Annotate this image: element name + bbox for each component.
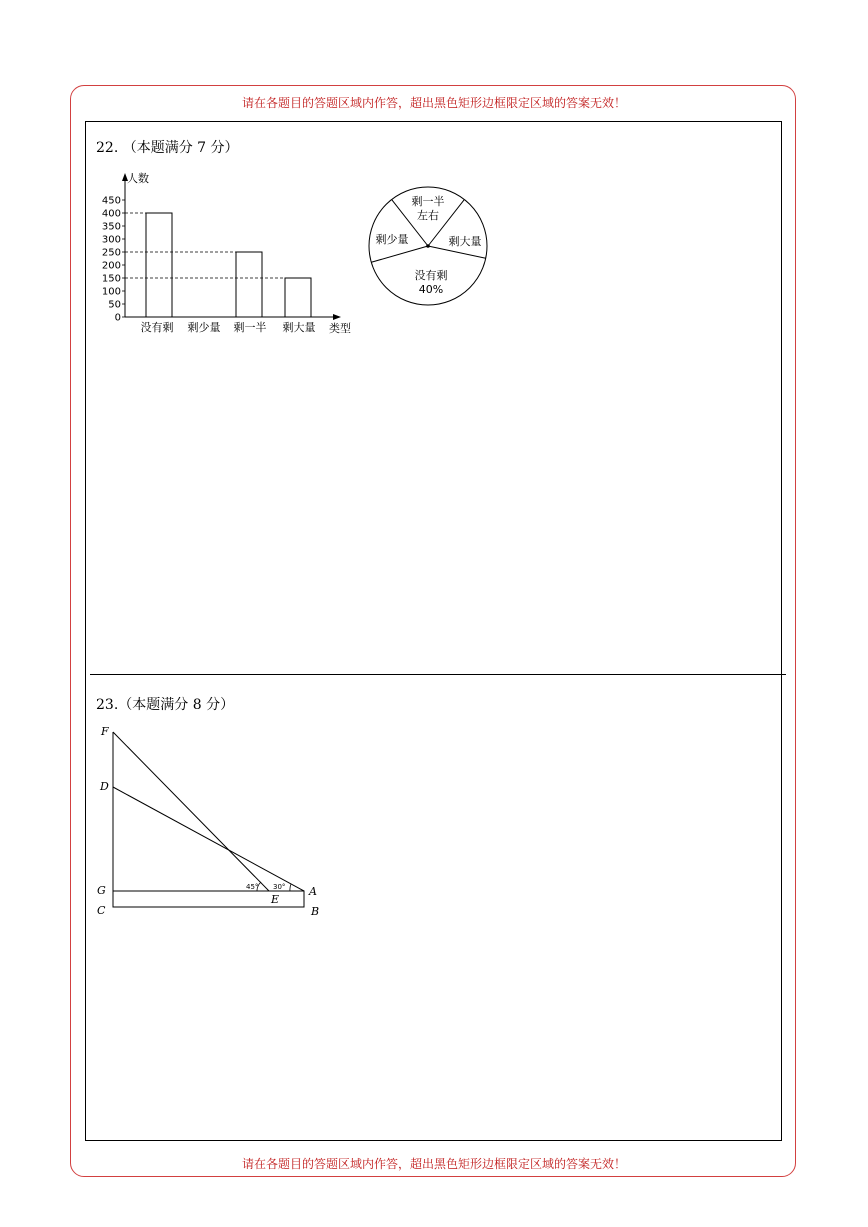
angle-arc-A xyxy=(290,884,291,891)
label-F: F xyxy=(101,725,109,738)
label-D: D xyxy=(100,780,109,793)
y-tick-label: 400 xyxy=(101,208,121,220)
x-axis-arrow xyxy=(333,314,341,320)
category-label: 剩一半 xyxy=(233,321,267,334)
y-axis-label: 人数 xyxy=(127,172,149,185)
pie-slice-label: 40% xyxy=(418,283,444,296)
y-tick-label: 450 xyxy=(101,195,121,207)
bar xyxy=(236,252,262,317)
angle-label-A: 30° xyxy=(273,883,286,891)
y-tick-label: 150 xyxy=(101,273,121,285)
bottom-notice: 请在各题目的答题区域内作答，超出黑色矩形边框限定区域的答案无效！ xyxy=(241,1157,626,1171)
angle-label-E: 45° xyxy=(246,883,259,891)
geometry-figure xyxy=(92,722,332,924)
pie-chart xyxy=(365,185,495,310)
bar xyxy=(285,278,311,317)
label-E: E xyxy=(271,893,280,906)
bar-chart xyxy=(95,168,360,340)
label-G: G xyxy=(97,884,106,897)
label-B: B xyxy=(311,905,320,918)
y-tick-label: 0 xyxy=(114,312,121,324)
pie-slice-label: 左右 xyxy=(417,209,439,222)
bar xyxy=(146,213,172,317)
pie-slice-label: 剩一半 xyxy=(411,195,445,208)
question-23-title: 23.（本题满分 8 分） xyxy=(96,697,235,713)
pie-slice-label: 没有剩 xyxy=(414,269,448,282)
y-tick-label: 350 xyxy=(101,221,121,233)
y-tick-label: 200 xyxy=(101,260,121,272)
section-divider xyxy=(90,674,786,675)
pie-center xyxy=(426,244,430,248)
category-label: 剩少量 xyxy=(187,321,221,334)
pie-slice-label: 剩少量 xyxy=(375,233,409,246)
label-C: C xyxy=(97,904,106,917)
y-tick-label: 250 xyxy=(101,247,121,259)
label-A: A xyxy=(309,885,317,898)
x-axis-label: 类型 xyxy=(329,322,351,335)
y-tick-label: 300 xyxy=(101,234,121,246)
top-notice: 请在各题目的答题区域内作答，超出黑色矩形边框限定区域的答案无效！ xyxy=(241,96,626,110)
segment-FE xyxy=(113,732,269,891)
segment-DA xyxy=(113,787,304,891)
category-label: 没有剩 xyxy=(140,321,174,334)
pie-slice-label: 剩大量 xyxy=(448,235,482,248)
question-22-title: 22. （本题满分 7 分） xyxy=(96,140,239,156)
y-tick-label: 50 xyxy=(108,299,121,311)
category-label: 剩大量 xyxy=(282,321,316,334)
y-tick-label: 100 xyxy=(101,286,121,298)
